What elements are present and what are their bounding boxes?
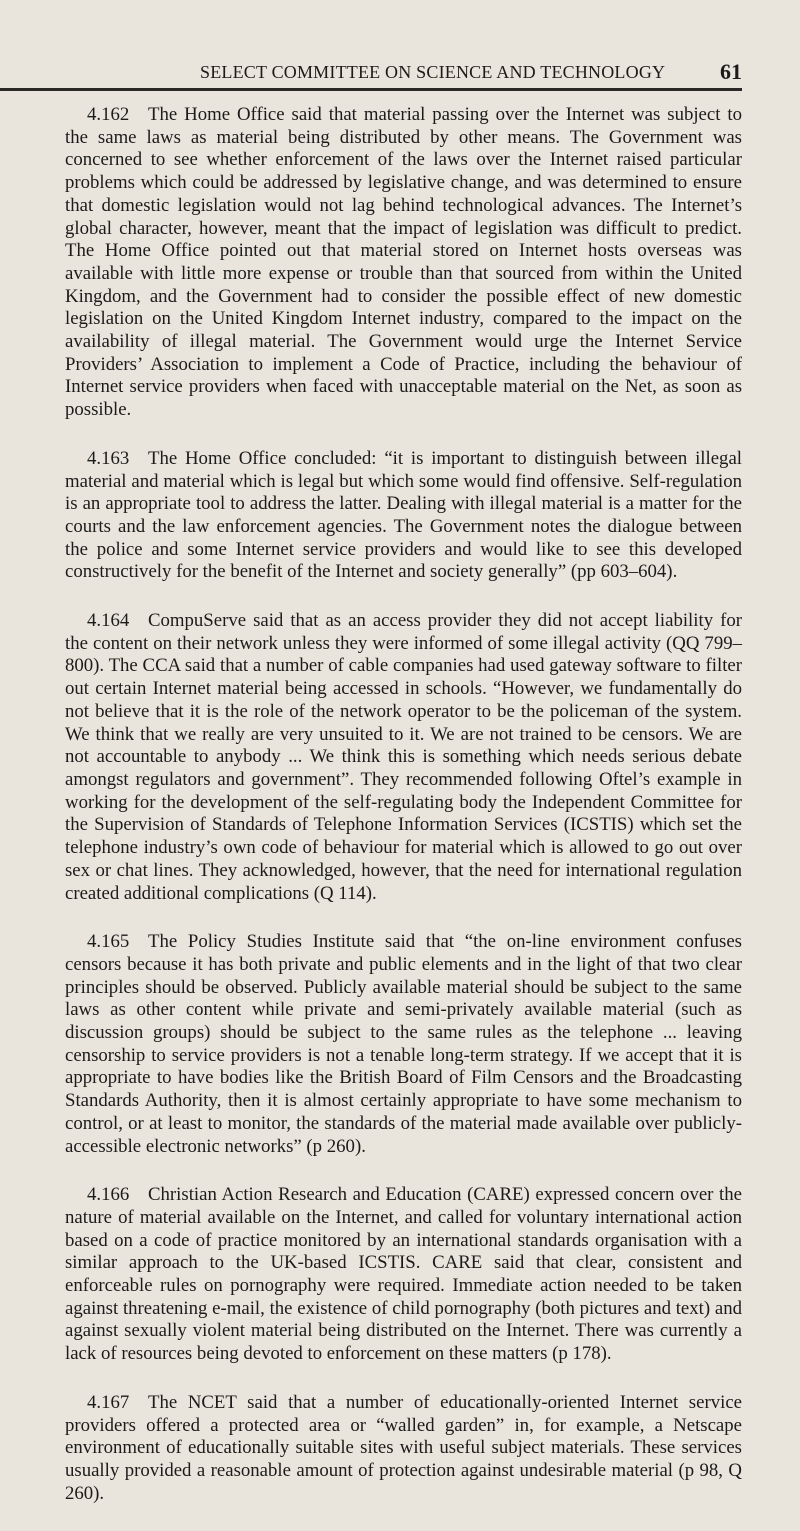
paragraph-text: The Home Office said that material passing over the Internet was subject to the same laws as material being distributed by other means. The Government was concerned to see whether enforcement of the laws over the Internet raised particular problems which could be addressed by legislative change, and was determined to ensure that domestic legislation would not lag behind technological advances. The Internet’s global character, however, meant that the impact of legislation was difficult to predict. The Home Office pointed out that material stored on Internet hosts overseas was available with little more expense or trouble than that sourced from within the United Kingdom, and the Government had to consider the possible effect of new domestic legislation on the United Kingdom Internet industry, compared to the impact on the availability of illegal material. The Government would urge the Internet Service Providers’ Association to implement a Code of Practice, including the behaviour of Internet service providers when faced with unacceptable material on the Net, as soon as possible. bbox=[65, 104, 742, 421]
paragraph-text: The Home Office concluded: “it is important to distinguish between illegal material and material which is legal but which some would find offensive. Self-regulation is an appropriate tool to address the latter. Dealing with illegal material is a matter for the courts and the law enforcement agencies. The Government notes the dialogue between the police and some Internet service providers and would like to see this developed constructively for the benefit of the Internet and society generally” (pp 603–604). bbox=[65, 447, 742, 583]
paragraph bbox=[65, 610, 742, 905]
paragraph bbox=[65, 1392, 742, 1506]
paragraph-number: 4.165 bbox=[87, 931, 130, 953]
paragraph-number: 4.164 bbox=[87, 610, 130, 632]
paragraph-text: CompuServe said that as an access provider they did not accept liability for the content on their network unless they were informed of some illegal activity (QQ 799–800). The CCA said that a number of cable companies had used gateway software to filter out certain Internet material being accessed in schools. “However, we fundamentally do not believe that it is the role of the network operator to be the policeman of the system. We think that we really are very unsuited to it. We are not trained to be censors. We are not accountable to anybody ... We think this is something which needs serious debate amongst regulators and government”. They recommended following Oftel’s example in working for the development of the self-regulating body the Independent Committee for the Supervision of Standards of Telephone Information Services (ICSTIS) which set the telephone industry’s own code of behaviour for material which is allowed to go out over sex or chat lines. They acknowledged, however, that the need for international regulation created additional complications (Q 114). bbox=[65, 610, 742, 904]
paragraph bbox=[65, 931, 742, 1158]
page-number: 61 bbox=[720, 59, 742, 84]
paragraph-text: The NCET said that a number of educationally-oriented Internet service providers offered a protected area or “walled garden” in, for example, a Netscape environment of educationally suitable sites with useful subject materials. These services usually provided a reasonable amount of protection against undesirable material (p 98, Q 260). bbox=[65, 1391, 742, 1504]
paragraph-number: 4.162 bbox=[87, 104, 130, 125]
paragraph-number: 4.166 bbox=[87, 1184, 130, 1206]
paragraph-text: The Policy Studies Institute said that “the on-line environment confuses censors because it has both private and public elements and in the light of that two clear principles should be observed. Publicly available material should be subject to the same laws as other content while private and semi-privately available material (such as discussion groups) should be subject to the same rules as the telephone ... leaving censorship to service providers is not a tenable long-term strategy. If we accept that it is appropriate to have bodies like the British Board of Film Censors and the Broadcasting Standards Authority, then it is almost certainly appropriate to have some mechanism to control, or at least to monitor, the standards of the material made available over publicly-accessible electronic networks” (p 260). bbox=[65, 931, 742, 1157]
running-header-title: SELECT COMMITTEE ON SCIENCE AND TECHNOLOGY bbox=[200, 62, 666, 82]
paragraph bbox=[65, 104, 742, 422]
paragraph-number: 4.163 bbox=[87, 447, 130, 469]
paragraph-text: Christian Action Research and Education (CARE) expressed concern over the nature of material available on the Internet, and called for voluntary international action based on a code of practice monitored by an international standards organisation with a similar approach to the UK-based ICSTIS. CARE said that clear, consistent and enforceable rules on pornography were required. Immediate action needed to be taken against threatening e-mail, the existence of child pornography (both pictures and text) and against sexually violent material being distributed on the Internet. There was currently a lack of resources being devoted to enforcement on these matters (p 178). bbox=[65, 1184, 742, 1365]
paragraph bbox=[65, 1184, 742, 1366]
paragraph bbox=[65, 448, 742, 584]
body-text bbox=[65, 104, 742, 1531]
paragraph-number: 4.167 bbox=[87, 1391, 130, 1413]
running-header bbox=[0, 58, 742, 91]
